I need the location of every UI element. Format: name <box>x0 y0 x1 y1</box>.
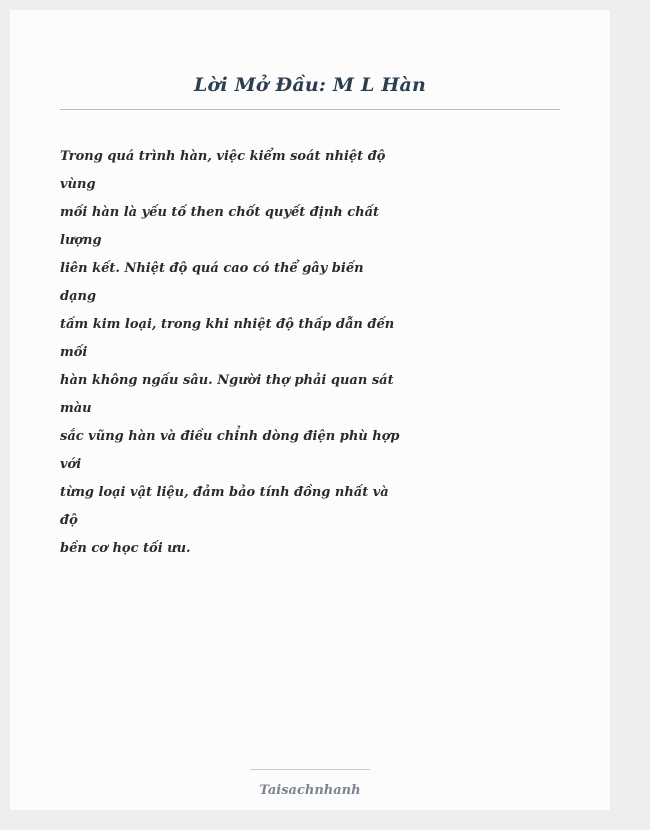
text-line: liên kết. Nhiệt độ quá cao có thể gây biến <box>60 261 364 276</box>
text-line: với <box>60 457 82 472</box>
text-line: lượng <box>60 233 102 248</box>
title-divider <box>60 109 560 110</box>
footer-divider <box>250 769 370 770</box>
body-paragraph <box>60 143 400 563</box>
text-line: sắc vũng hàn và điều chỉnh dòng điện phù hợp <box>60 429 400 444</box>
footer-brand: Taisachnhanh <box>259 783 361 798</box>
text-line: Trong quá trình hàn, việc kiểm soát nhiệt độ <box>60 149 386 164</box>
text-line: vùng <box>60 177 96 192</box>
text-line: độ <box>60 513 78 528</box>
text-line: hàn không ngấu sâu. Người thợ phải quan sát <box>60 373 394 388</box>
text-line: mối hàn là yếu tố then chốt quyết định chất <box>60 205 380 220</box>
page-title: Lời Mở Đầu: M L Hàn <box>193 74 427 96</box>
text-line: tấm kim loại, trong khi nhiệt độ thấp dẫn đến <box>60 317 395 332</box>
text-line: từng loại vật liệu, đảm bảo tính đồng nhất và <box>60 485 389 500</box>
text-line: mối <box>60 345 88 360</box>
text-line: dạng <box>60 289 97 304</box>
document-page <box>10 10 610 810</box>
text-line: màu <box>60 401 92 416</box>
text-line: bền cơ học tối ưu. <box>60 541 191 556</box>
